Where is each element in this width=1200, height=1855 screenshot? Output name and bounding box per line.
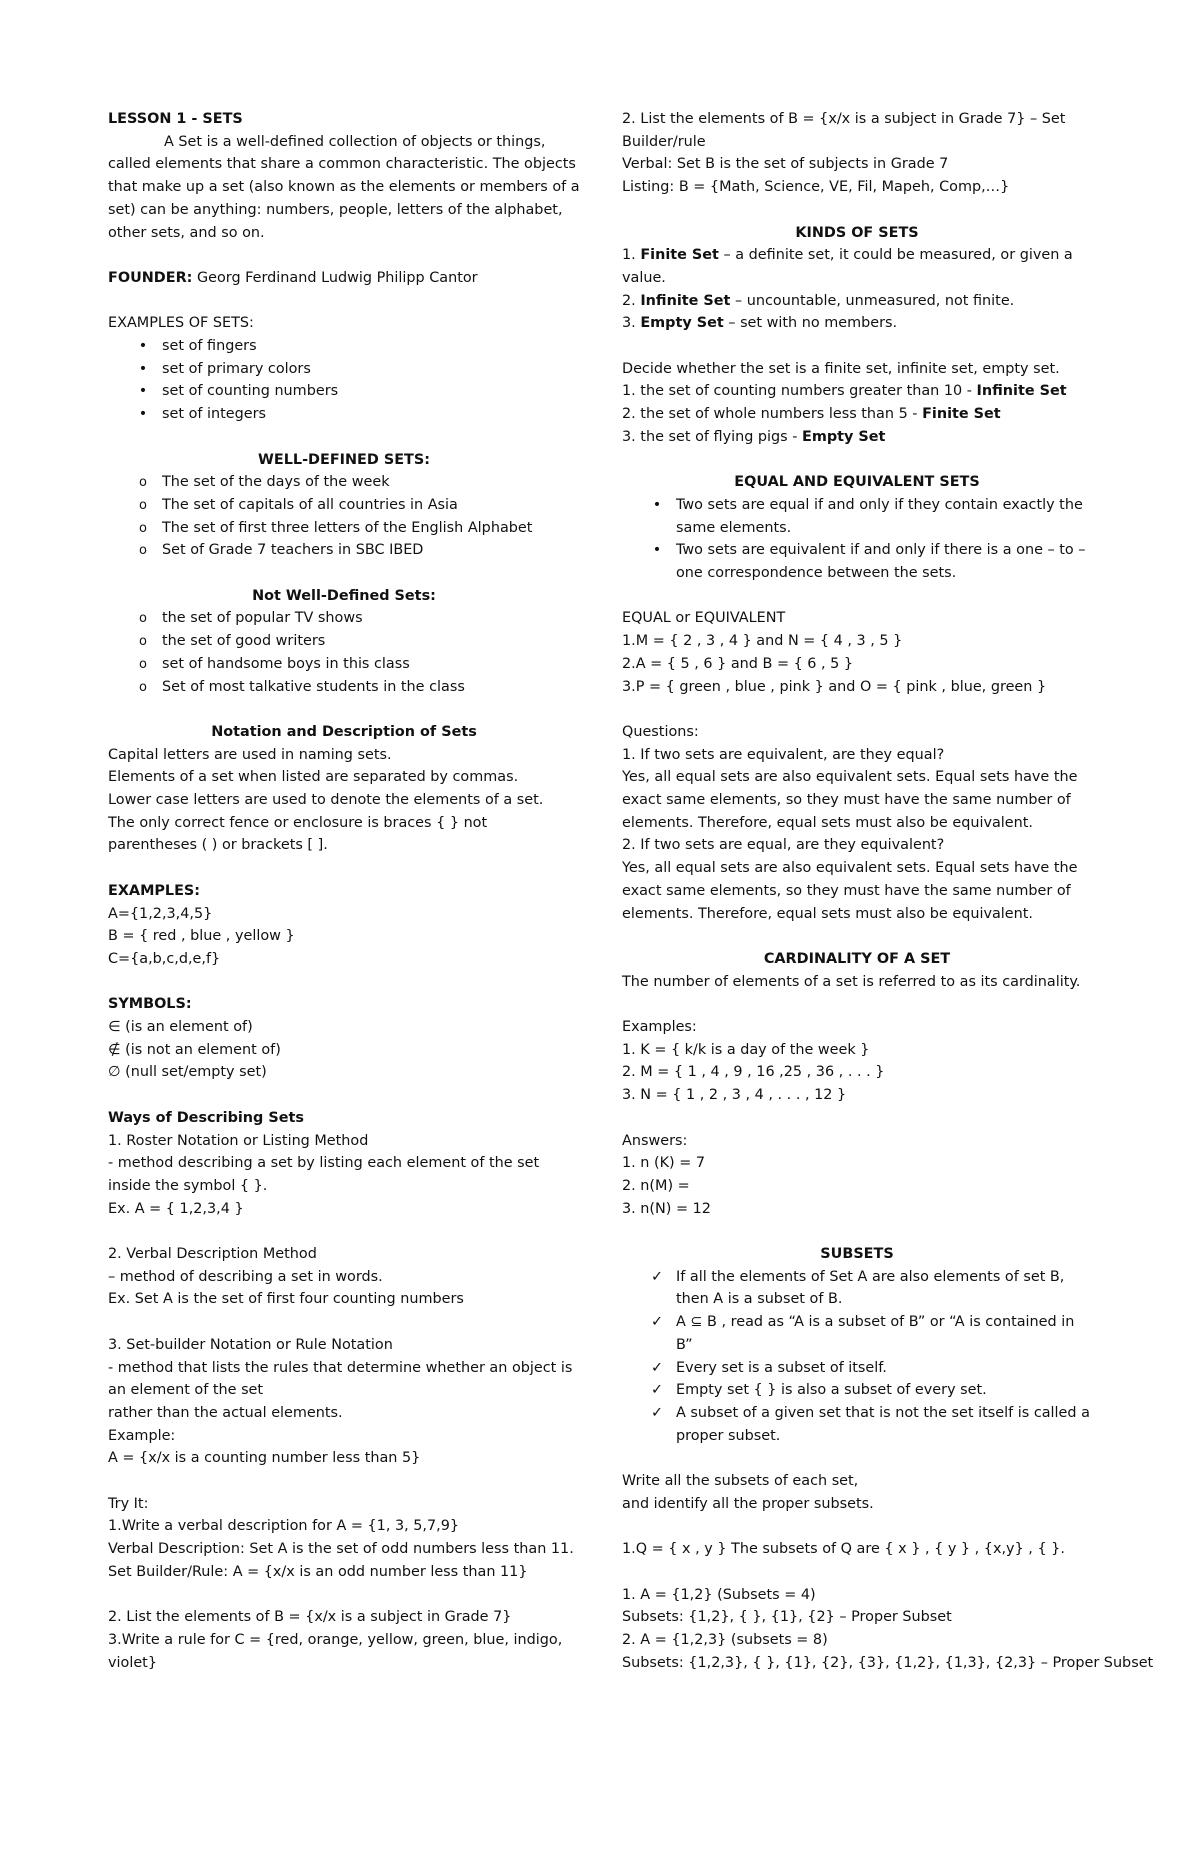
card-example-line: 3. N = { 1 , 2 , 3 , 4 , . . . , 12 } xyxy=(622,1087,847,1104)
circle-bullet-icon xyxy=(135,517,151,541)
eq-line: 1.M = { 2 , 3 , 4 } and N = { 4 , 3 , 5 } xyxy=(622,633,903,650)
tryit-line: Try It: xyxy=(108,1495,149,1512)
checkmark-icon xyxy=(649,1311,665,1334)
roster-line: 1. Roster Notation or Listing Method xyxy=(108,1132,369,1149)
set-definition: A Set is a well-defined collection of objects or things, called elements that share a common characteristic. The objects that make up a set (also known as the elements or members of a set) can be anything: numbers, people, letters of the alphabet, other sets, and so on. xyxy=(108,133,580,241)
list-item: o the set of popular TV shows xyxy=(108,607,580,630)
card-example-line: Examples: xyxy=(622,1019,697,1036)
circle-bullet-icon xyxy=(135,630,151,654)
circle-bullet-icon xyxy=(135,607,151,631)
decide-item: 3. the set of flying pigs - Empty Set xyxy=(622,428,886,445)
circle-bullet-icon xyxy=(135,494,151,518)
example-set: B = { red , blue , yellow } xyxy=(108,928,295,945)
tryit-line: 1.Write a verbal description for A = {1, 3, 5,7,9} xyxy=(108,1518,460,1535)
list-b-line: 2. List the elements of B = {x/x is a subject in Grade 7} – Set Builder/rule xyxy=(622,111,1066,150)
right-column xyxy=(622,108,1154,1674)
q-subsets-line: 1.Q = { x , y } The subsets of Q are { x } , { y } , {x,y} , { }. xyxy=(622,1541,1065,1558)
list-item: ✓ If all the elements of Set A are also elements of set B, then A is a subset of B. xyxy=(622,1266,1092,1311)
list-b-line: Listing: B = {Math, Science, VE, Fil, Mapeh, Comp,…} xyxy=(622,179,1010,196)
verbal-line: Ex. Set A is the set of first four counting numbers xyxy=(108,1291,464,1308)
cardinality-heading: CARDINALITY OF A SET xyxy=(763,950,951,967)
list-item: • set of fingers xyxy=(108,335,580,358)
question-line: 2. If two sets are equal, are they equivalent? xyxy=(622,837,945,854)
question-line: Questions: xyxy=(622,723,699,740)
bullet-icon xyxy=(135,403,151,426)
write-subsets-line: and identify all the proper subsets. xyxy=(622,1495,874,1512)
list-item: • set of counting numbers xyxy=(108,380,580,403)
symbol-line: ∅ (null set/empty set) xyxy=(108,1064,267,1081)
subset-answer-line: 2. A = {1,2,3} (subsets = 8) xyxy=(622,1631,828,1648)
question-line: Yes, all equal sets are also equivalent sets. Equal sets have the exact same elements, so they must have the same number of elements. Therefore, equal sets must also be equivalent. xyxy=(622,769,1078,831)
circle-bullet-icon xyxy=(135,539,151,563)
answer-line: 3. n(N) = 12 xyxy=(622,1200,711,1217)
examples-of-sets-list xyxy=(108,335,580,426)
write-subsets-line: Write all the subsets of each set, xyxy=(622,1473,859,1490)
kind-item: 3. Empty Set – set with no members. xyxy=(622,315,898,332)
equal-bullets xyxy=(622,494,1092,585)
roster-line: Ex. A = { 1,2,3,4 } xyxy=(108,1200,244,1217)
list-item: • Two sets are equal if and only if they contain exactly the same elements. xyxy=(622,494,1092,539)
example-set: A={1,2,3,4,5} xyxy=(108,905,213,922)
subsets-heading: SUBSETS xyxy=(820,1246,894,1263)
list-item: ✓ A ⊆ B , read as “A is a subset of B” or “A is contained in B” xyxy=(622,1311,1092,1356)
tryit-line: Set Builder/Rule: A = {x/x is an odd number less than 11} xyxy=(108,1563,528,1580)
not-well-defined-heading: Not Well-Defined Sets: xyxy=(252,587,436,604)
well-defined-heading: WELL-DEFINED SETS: xyxy=(258,451,430,468)
left-column xyxy=(108,108,580,1674)
tryit-line: 3.Write a rule for C = {red, orange, yellow, green, blue, indigo, violet} xyxy=(108,1631,563,1671)
setbuilder-line: Example: xyxy=(108,1427,176,1444)
kind-item: 2. Infinite Set – uncountable, unmeasured, not finite. xyxy=(622,292,1015,309)
kinds-heading: KINDS OF SETS xyxy=(795,224,919,241)
card-example-line: 2. M = { 1 , 4 , 9 , 16 ,25 , 36 , . . . } xyxy=(622,1064,885,1081)
list-item: ✓ A subset of a given set that is not the set itself is called a proper subset. xyxy=(622,1402,1092,1447)
setbuilder-line: 3. Set-builder Notation or Rule Notation xyxy=(108,1336,393,1353)
answer-line: 2. n(M) = xyxy=(622,1177,690,1194)
tryit-line: 2. List the elements of B = {x/x is a subject in Grade 7} xyxy=(108,1609,512,1626)
subset-answer-line: 1. A = {1,2} (Subsets = 4) xyxy=(622,1586,816,1603)
bullet-icon xyxy=(135,358,151,381)
checkmark-icon xyxy=(649,1379,665,1402)
list-b-line: Verbal: Set B is the set of subjects in Grade 7 xyxy=(622,156,949,173)
checkmark-icon xyxy=(649,1357,665,1380)
eq-line: EQUAL or EQUIVALENT xyxy=(622,610,786,627)
answer-line: Answers: xyxy=(622,1132,688,1149)
example-set: C={a,b,c,d,e,f} xyxy=(108,950,221,967)
equal-heading: EQUAL AND EQUIVALENT SETS xyxy=(734,474,980,491)
tryit-line: Verbal Description: Set A is the set of odd numbers less than 11. xyxy=(108,1541,574,1558)
list-item: o the set of good writers xyxy=(108,630,580,653)
list-item: o set of handsome boys in this class xyxy=(108,653,580,676)
notation-fence: The only correct fence or enclosure is braces { } not parentheses ( ) or brackets [ ]. xyxy=(108,814,488,854)
decide-item: 1. the set of counting numbers greater than 10 - Infinite Set xyxy=(622,383,1067,400)
subset-answer-line: Subsets: {1,2,3}, { }, {1}, {2}, {3}, {1,2}, {1,3}, {2,3} – Proper Subset xyxy=(622,1654,1154,1671)
examples-heading: EXAMPLES: xyxy=(108,882,201,899)
eq-line: 2.A = { 5 , 6 } and B = { 6 , 5 } xyxy=(622,655,854,672)
list-item: ✓ Empty set { } is also a subset of every set. xyxy=(622,1379,1092,1402)
cardinality-definition: The number of elements of a set is referred to as its cardinality. xyxy=(622,973,1081,990)
circle-bullet-icon xyxy=(135,471,151,495)
circle-bullet-icon xyxy=(135,653,151,677)
subset-answer-line: Subsets: {1,2}, { }, {1}, {2} – Proper Subset xyxy=(622,1609,952,1626)
bullet-icon xyxy=(135,335,151,358)
founder-line xyxy=(108,267,580,290)
bullet-icon xyxy=(135,380,151,403)
decide-intro: Decide whether the set is a finite set, infinite set, empty set. xyxy=(622,360,1060,377)
verbal-line: 2. Verbal Description Method xyxy=(108,1246,317,1263)
decide-item: 2. the set of whole numbers less than 5 - Finite Set xyxy=(622,406,1001,423)
setbuilder-line: rather than the actual elements. xyxy=(108,1404,343,1421)
symbols-heading: SYMBOLS: xyxy=(108,996,192,1013)
answer-line: 1. n (K) = 7 xyxy=(622,1155,706,1172)
checkmark-icon xyxy=(649,1266,665,1289)
list-item: o The set of capitals of all countries in Asia xyxy=(108,494,580,517)
subset-checklist xyxy=(622,1266,1092,1448)
ways-heading: Ways of Describing Sets xyxy=(108,1109,304,1126)
verbal-line: – method of describing a set in words. xyxy=(108,1268,383,1285)
notation-line: Lower case letters are used to denote the elements of a set. xyxy=(108,792,544,809)
question-line: 1. If two sets are equivalent, are they equal? xyxy=(622,746,945,763)
lesson-title: LESSON 1 - SETS xyxy=(108,111,243,127)
symbol-line: ∉ (is not an element of) xyxy=(108,1041,281,1058)
roster-line: - method describing a set by listing each element of the set inside the symbol { }. xyxy=(108,1155,540,1194)
kind-item: 1. Finite Set – a definite set, it could be measured, or given a value. xyxy=(622,247,1073,286)
examples-of-sets-heading: EXAMPLES OF SETS: xyxy=(108,315,254,332)
list-item: o Set of Grade 7 teachers in SBC IBED xyxy=(108,539,580,562)
not-well-defined-list xyxy=(108,607,580,698)
bullet-icon xyxy=(649,539,665,562)
setbuilder-line: A = {x/x is a counting number less than 5} xyxy=(108,1450,421,1467)
list-item: o Set of most talkative students in the class xyxy=(108,676,580,699)
eq-line: 3.P = { green , blue , pink } and O = { pink , blue, green } xyxy=(622,678,1047,695)
checkmark-icon xyxy=(649,1402,665,1425)
setbuilder-line: - method that lists the rules that determine whether an object is an element of the set xyxy=(108,1359,573,1399)
list-item: • set of primary colors xyxy=(108,358,580,381)
symbol-line: ∈ (is an element of) xyxy=(108,1019,253,1036)
circle-bullet-icon xyxy=(135,676,151,700)
list-item: ✓ Every set is a subset of itself. xyxy=(622,1357,1092,1380)
card-example-line: 1. K = { k/k is a day of the week } xyxy=(622,1041,870,1058)
list-item: • set of integers xyxy=(108,403,580,426)
notation-line: Elements of a set when listed are separated by commas. xyxy=(108,769,519,786)
bullet-icon xyxy=(649,494,665,517)
list-item: • Two sets are equivalent if and only if there is a one – to – one correspondence between the sets. xyxy=(622,539,1092,584)
founder-name: Georg Ferdinand Ludwig Philipp Cantor xyxy=(192,269,478,286)
well-defined-list xyxy=(108,471,580,562)
question-line: Yes, all equal sets are also equivalent sets. Equal sets have the exact same elements, so they must have the same number of elements. Therefore, equal sets must also be equivalent. xyxy=(622,860,1078,922)
founder-label: FOUNDER: xyxy=(108,269,193,286)
list-item: o The set of the days of the week xyxy=(108,471,580,494)
list-item: o The set of first three letters of the English Alphabet xyxy=(108,517,580,540)
notation-heading: Notation and Description of Sets xyxy=(211,723,477,740)
notation-line: Capital letters are used in naming sets. xyxy=(108,746,392,763)
